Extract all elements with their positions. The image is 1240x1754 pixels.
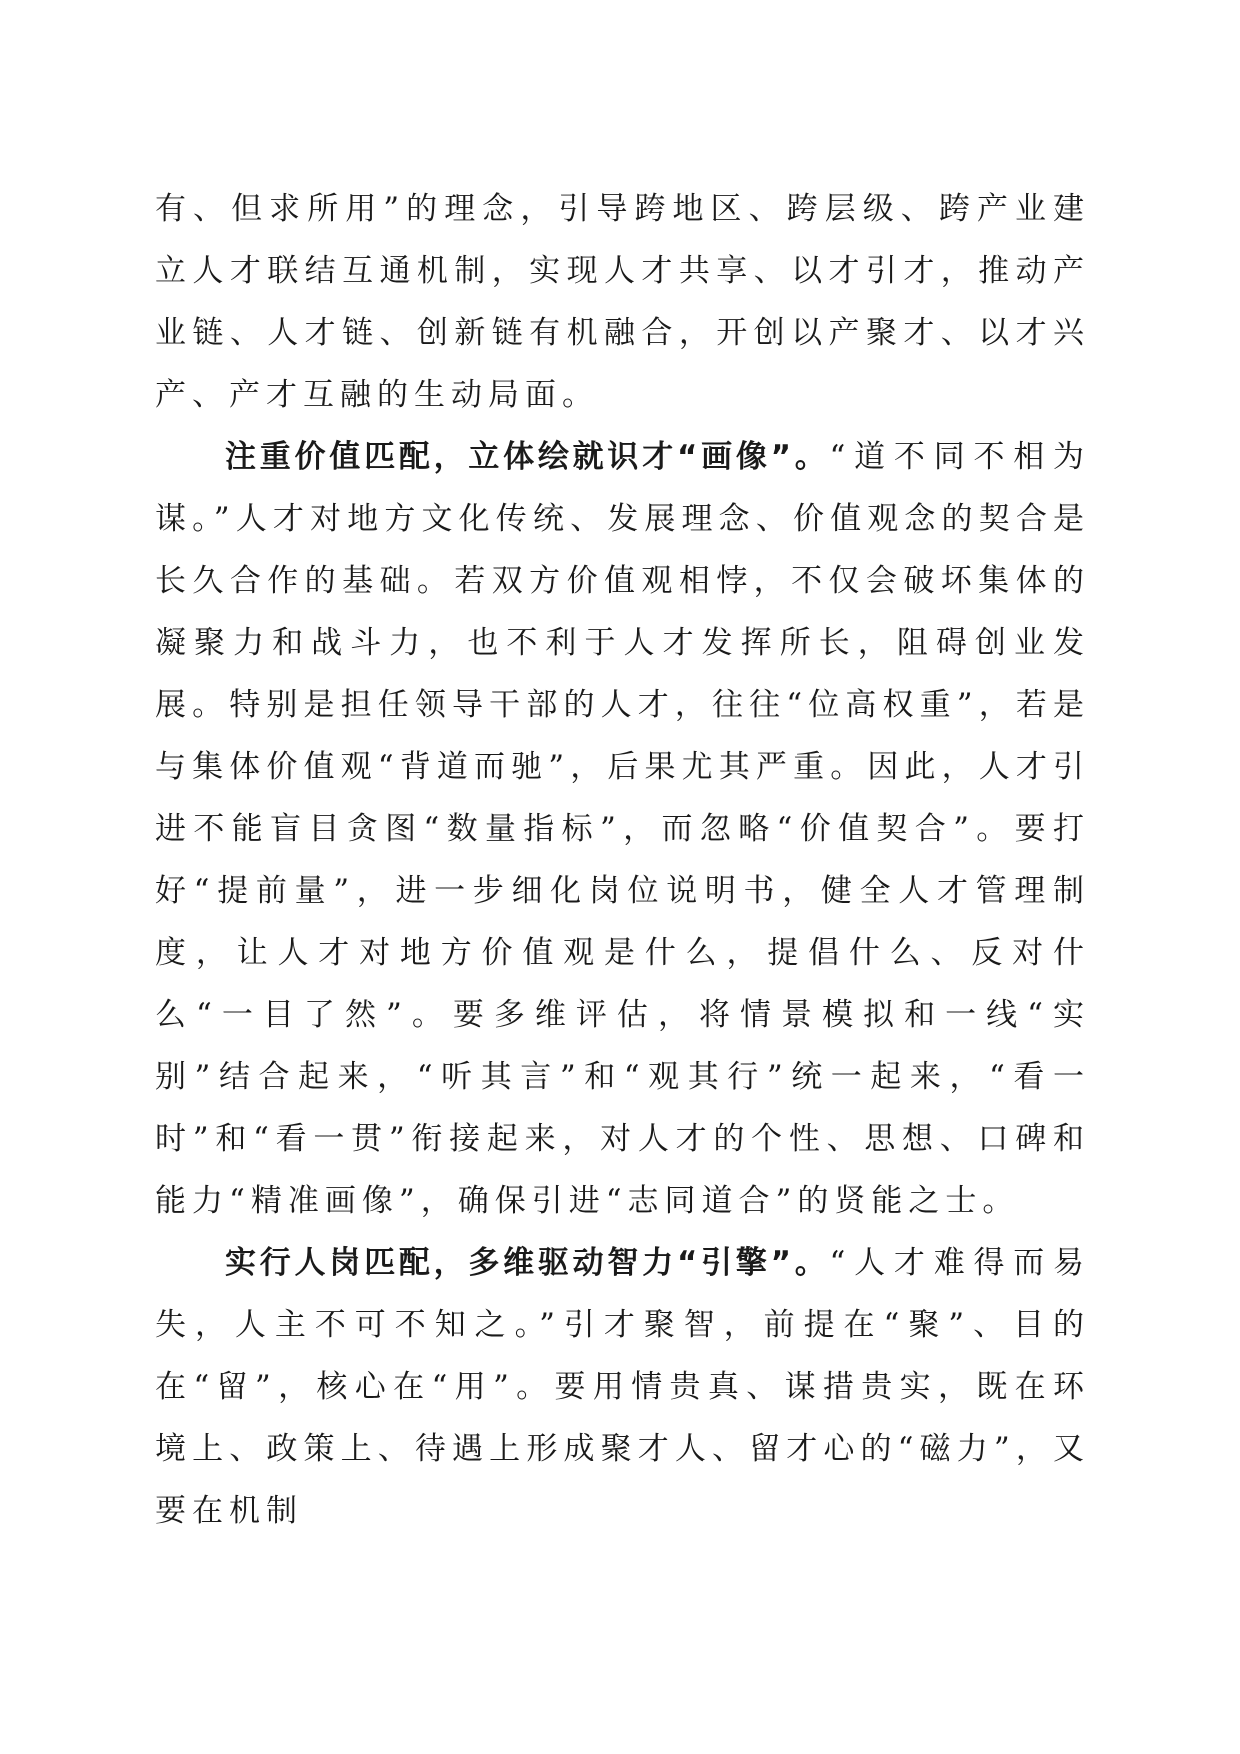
paragraph-value-matching	[155, 426, 1090, 1232]
paragraph-body: “道不同不相为谋。”人才对地方文化传统、发展理念、价值观念的契合是长久合作的基础。若双方价值观相悖，不仅会破坏集体的凝聚力和战斗力，也不利于人才发挥所长，阻碍创业发展。特别是担任领导干部的人才，往往“位高权重”，若是与集体价值观“背道而驰”，后果尤其严重。因此，人才引进不能盲目贪图“数量指标”，而忽略“价值契合”。要打好“提前量”，进一步细化岗位说明书，健全人才管理制度，让人才对地方价值观是什么，提倡什么、反对什么“一目了然”。要多维评估，将情景模拟和一线“实别”结合起来，“听其言”和“观其行”统一起来，“看一时”和“看一贯”衔接起来，对人才的个性、思想、口碑和能力“精准画像”，确保引进“志同道合”的贤能之士。	[155, 439, 1090, 1219]
paragraph-heading: 注重价值匹配，立体绘就识才“画像”。	[225, 439, 830, 475]
document-body	[155, 178, 1090, 1542]
paragraph-body: “人才难得而易失，人主不可不知之。”引才聚智，前提在“聚”、目的在“留”，核心在“用”。要用情贵真、谋措贵实，既在环境上、政策上、待遇上形成聚才人、留才心的“磁力”，又要在机制	[155, 1245, 1090, 1529]
paragraph-continuation	[155, 178, 1090, 426]
paragraph-heading: 实行人岗匹配，多维驱动智力“引擎”。	[225, 1245, 830, 1281]
paragraph-body: 有、但求所用”的理念，引导跨地区、跨层级、跨产业建立人才联结互通机制，实现人才共享、以才引才，推动产业链、人才链、创新链有机融合，开创以产聚才、以才兴产、产才互融的生动局面。	[155, 191, 1090, 413]
paragraph-job-matching	[155, 1232, 1090, 1542]
